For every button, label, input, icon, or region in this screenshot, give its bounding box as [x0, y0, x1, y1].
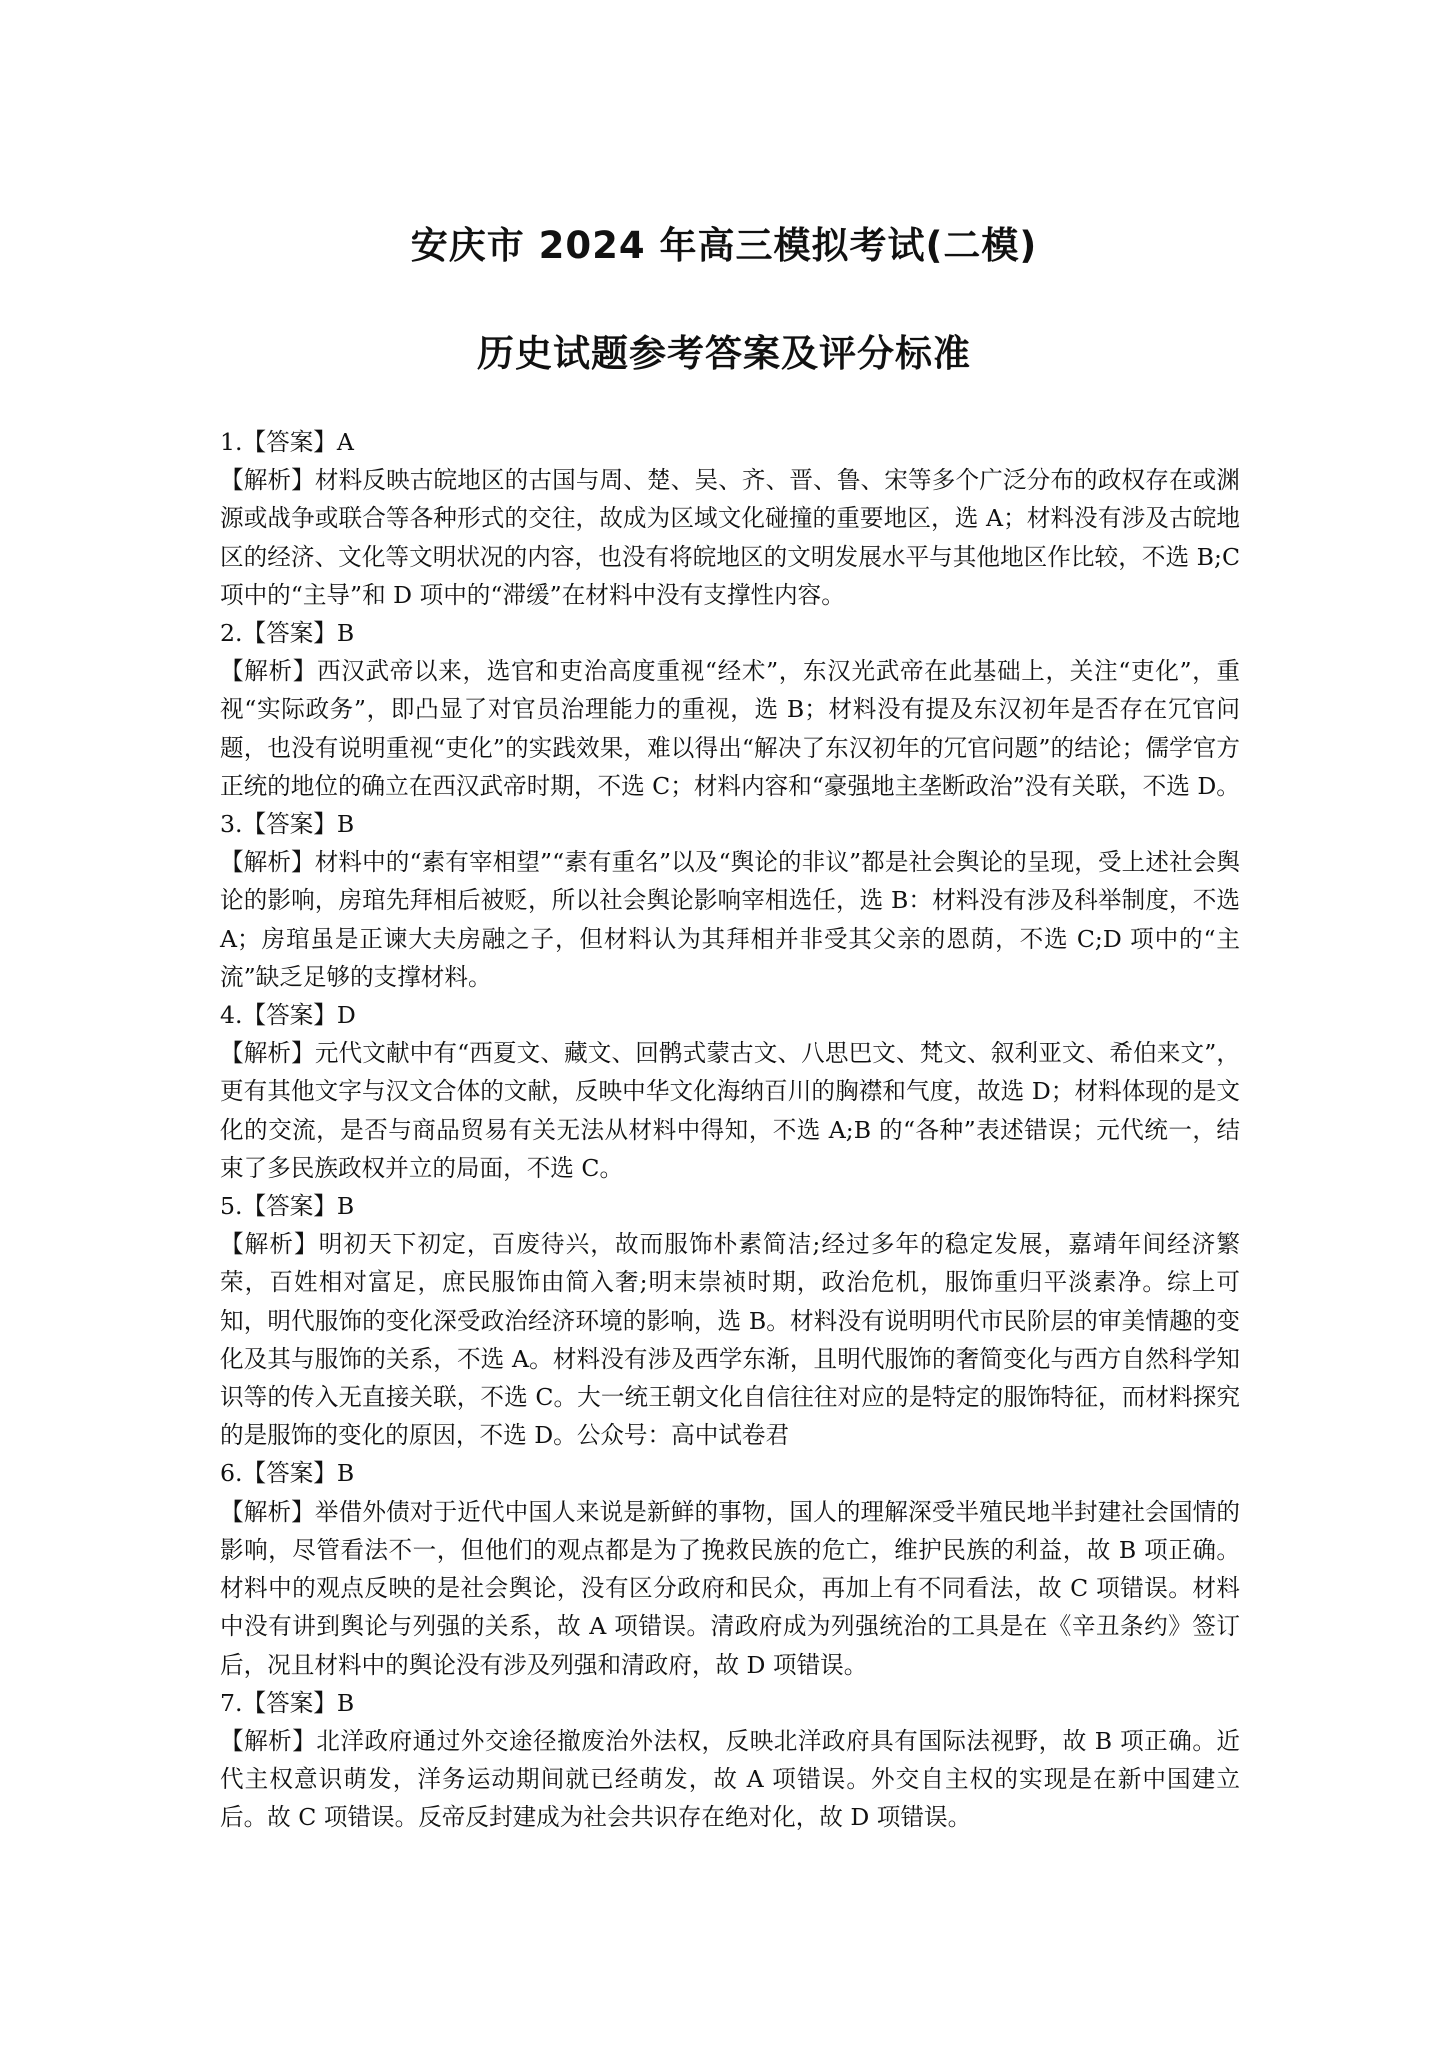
answer-label: 6.【答案】B — [220, 1459, 355, 1488]
question-item-2 — [220, 614, 1240, 805]
analysis-paragraph: 【解析】举借外债对于近代中国人来说是新鲜的事物，国人的理解深受半殖民地半封建社会国情的影响，尽管看法不一，但他们的观点都是为了挽救民族的危亡，维护民族的利益，故 B 项正确。材料中的观点反映的是社会舆论，没有区分政府和民众，再加上有不同看法，故 C 项错误。材料中没有讲到舆论与列强的关系，故 A 项错误。清政府成为列强统治的工具是在《辛丑条约》签订后，况且材料中的舆论没有涉及列强和清政府，故 D 项错误。 — [220, 1497, 1240, 1679]
answer-label: 4.【答案】D — [220, 1001, 356, 1030]
analysis-paragraph: 【解析】北洋政府通过外交途径撤废治外法权，反映北洋政府具有国际法视野，故 B 项正确。近代主权意识萌发，洋务运动期间就已经萌发，故 A 项错误。外交自主权的实现是在新中国建立后。故 C 项错误。反帝反封建成为社会共识存在绝对化，故 D 项错误。 — [220, 1726, 1240, 1832]
document-subtitle: 历史试题参考答案及评分标准 — [477, 332, 971, 375]
answer-label: 3.【答案】B — [220, 810, 355, 839]
analysis-paragraph: 【解析】元代文献中有“西夏文、藏文、回鹘式蒙古文、八思巴文、梵文、叙利亚文、希伯来文”，更有其他文字与汉文合体的文献，反映中华文化海纳百川的胸襟和气度，故选 D；材料体现的是文化的交流，是否与商品贸易有关无法从材料中得知，不选 A;B 的“各种”表述错误；元代统一，结束了多民族政权并立的局面，不选 C。 — [220, 1039, 1240, 1182]
answer-list — [220, 423, 1240, 1837]
analysis-paragraph: 【解析】西汉武帝以来，选官和吏治高度重视“经术”，东汉光武帝在此基础上，关注“吏化”，重视“实际政务”，即凸显了对官员治理能力的重视，选 B；材料没有提及东汉初年是否存在冗官问题，也没有说明重视“吏化”的实践效果，难以得出“解决了东汉初年的冗官问题”的结论；儒学官方正统的地位的确立在西汉武帝时期，不选 C；材料内容和“豪强地主垄断政治”没有关联，不选 D。 — [220, 657, 1240, 800]
answer-label: 1.【答案】A — [220, 428, 354, 456]
analysis-paragraph: 【解析】材料反映古皖地区的古国与周、楚、吴、齐、晋、鲁、宋等多个广泛分布的政权存在或渊源或战争或联合等各种形式的交往，故成为区域文化碰撞的重要地区，选 A；材料没有涉及古皖地区的经济、文化等文明状况的内容，也没有将皖地区的文明发展水平与其他地区作比较，不选 B;C 项中的“主导”和 D 项中的“滞缓”在材料中没有支撑性内容。 — [220, 466, 1240, 609]
answer-label: 2.【答案】B — [220, 619, 355, 648]
question-item-1 — [220, 423, 1240, 614]
analysis-paragraph: 【解析】明初天下初定，百废待兴，故而服饰朴素简洁;经过多年的稳定发展，嘉靖年间经济繁荣，百姓相对富足，庶民服饰由简入奢;明末崇祯时期，政治危机，服饰重归平淡素净。综上可知，明代服饰的变化深受政治经济环境的影响，选 B。材料没有说明明代市民阶层的审美情趣的变化及其与服饰的关系，不选 A。材料没有涉及西学东渐，且明代服饰的奢简变化与西方自然科学知识等的传入无直接关联，不选 C。大一统王朝文化自信往往对应的是特定的服饰特征，而材料探究的是服饰的变化的原因，不选 D。公众号：高中试卷君 — [220, 1230, 1240, 1450]
answer-label: 5.【答案】B — [220, 1192, 355, 1221]
question-item-7 — [220, 1684, 1240, 1837]
answer-label: 7.【答案】B — [220, 1688, 355, 1717]
question-item-5 — [220, 1187, 1240, 1454]
analysis-paragraph: 【解析】材料中的“素有宰相望”“素有重名”以及“舆论的非议”都是社会舆论的呈现，受上述社会舆论的影响，房琯先拜相后被贬，所以社会舆论影响宰相选任，选 B：材料没有涉及科举制度，不选 A；房琯虽是正谏大夫房融之子，但材料认为其拜相并非受其父亲的恩荫，不选 C;D 项中的“主流”缺乏足够的支撑材料。 — [220, 848, 1240, 991]
question-item-6 — [220, 1454, 1240, 1683]
document-title: 安庆市 2024 年高三模拟考试(二模) — [410, 224, 1038, 267]
question-item-3 — [220, 805, 1240, 996]
question-item-4 — [220, 996, 1240, 1187]
